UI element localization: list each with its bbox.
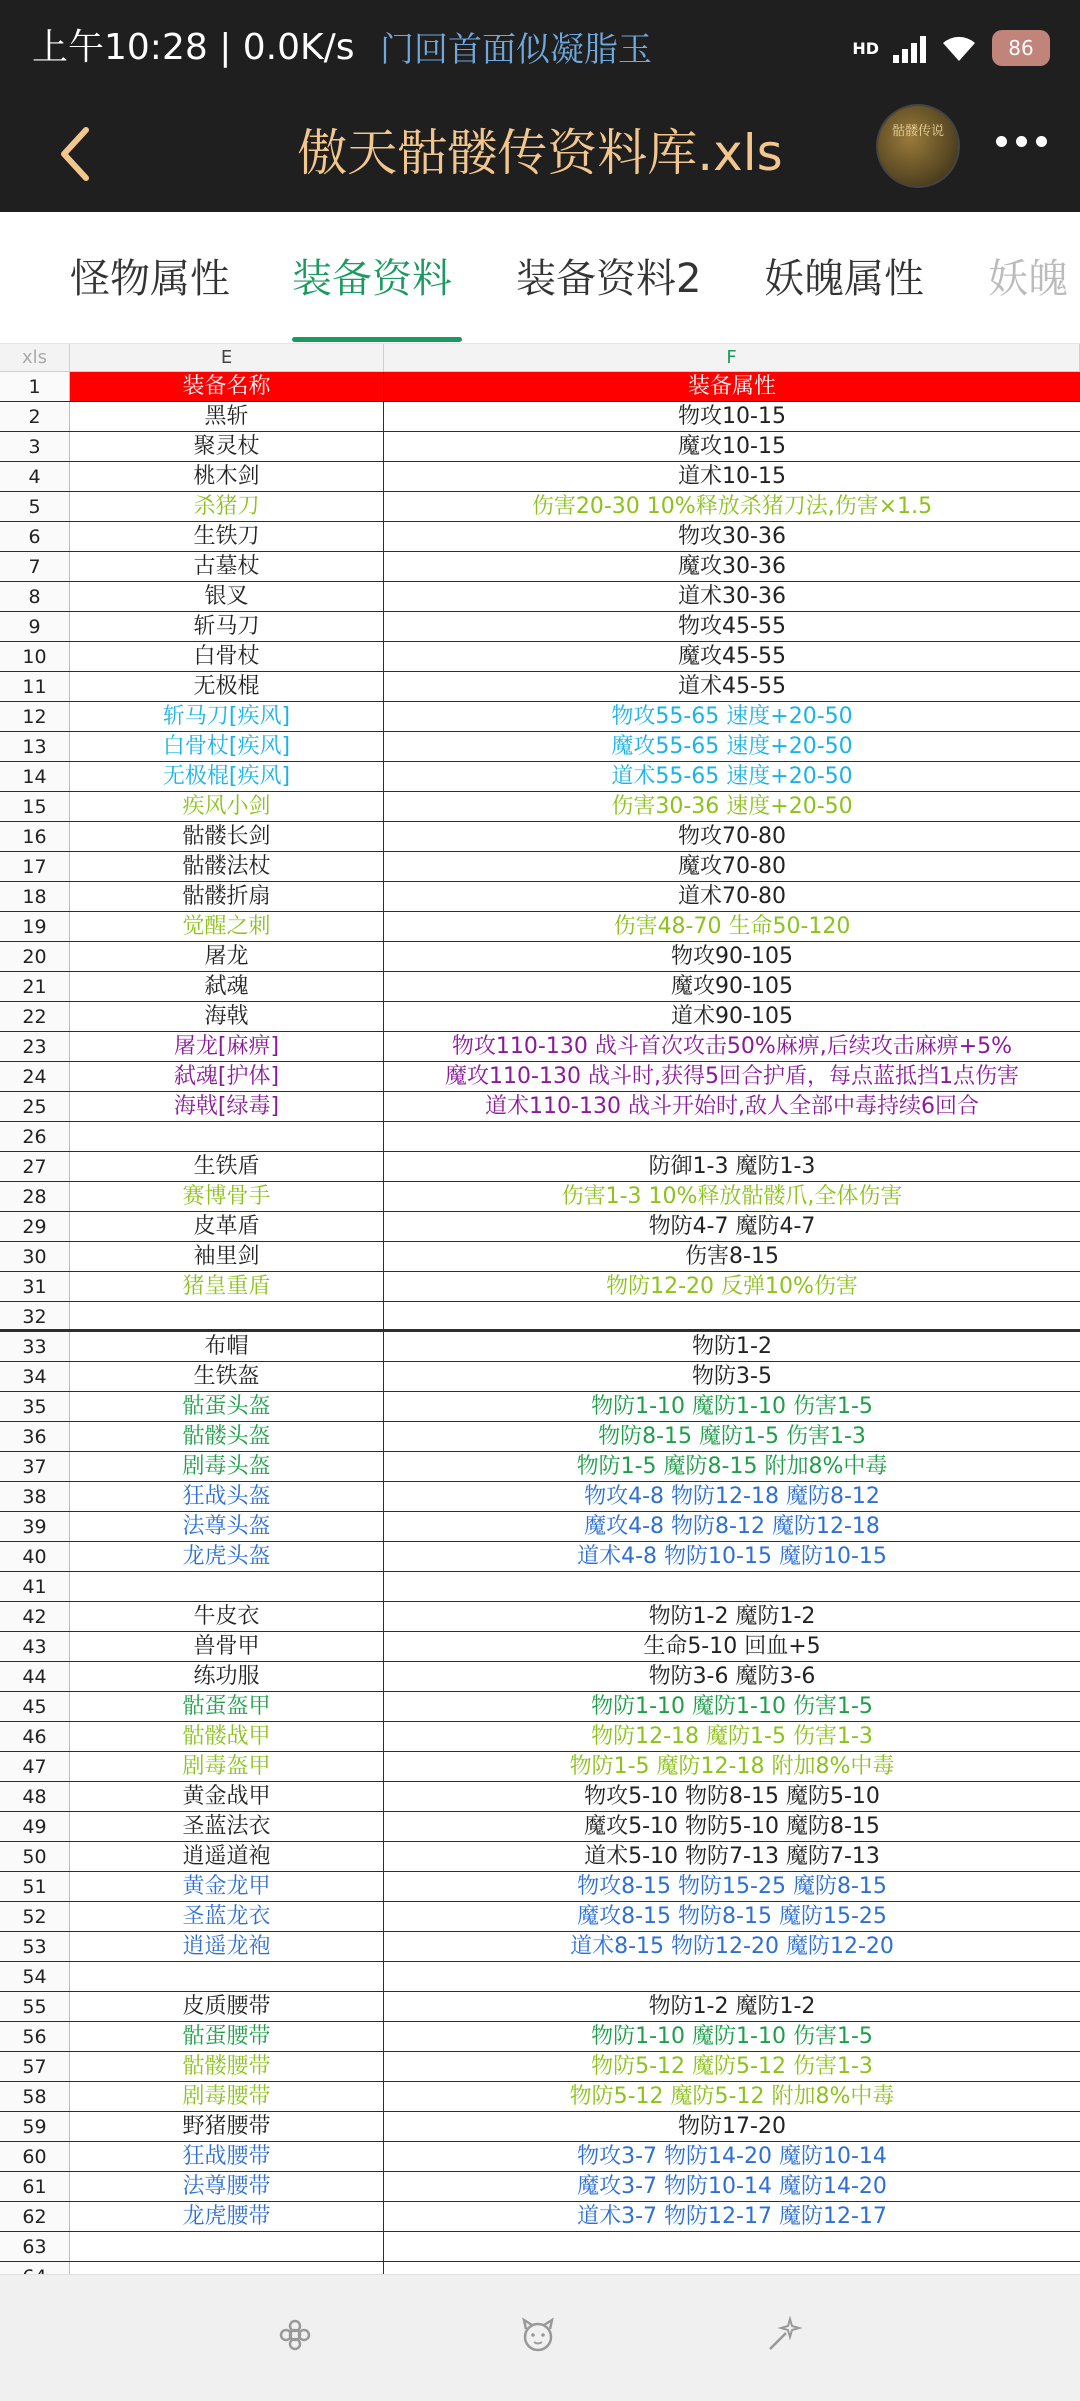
equipment-attribute-cell[interactable]: 伤害1-3 10%释放骷髅爪,全体伤害 <box>561 1184 903 1209</box>
table-row <box>0 1422 1080 1452</box>
table-row <box>0 1332 1080 1362</box>
table-row <box>0 1272 1080 1302</box>
table-row <box>0 1812 1080 1842</box>
equipment-attribute-cell[interactable]: 物攻55-65 速度+20-50 <box>611 704 853 729</box>
equipment-name-cell[interactable] <box>70 1572 384 1601</box>
equipment-name-cell[interactable]: 皮质腰带 <box>70 1992 384 2021</box>
equipment-name-cell[interactable]: 练功服 <box>70 1662 384 1691</box>
table-row <box>0 2142 1080 2172</box>
equipment-attribute-cell[interactable]: 物攻10-15 <box>678 404 786 429</box>
row-number[interactable]: 40 <box>0 1542 70 1571</box>
equipment-attribute-cell[interactable]: 物防1-5 魔防8-15 附加8%中毒 <box>576 1454 888 1479</box>
equipment-name-cell[interactable]: 龙虎腰带 <box>70 2202 384 2231</box>
equipment-name-cell[interactable]: 觉醒之刺 <box>70 912 384 941</box>
equipment-attribute-cell[interactable]: 道术110-130 战斗开始时,敌人全部中毒持续6回合 <box>485 1094 979 1119</box>
column-header-f[interactable]: F <box>384 344 1080 372</box>
row-number[interactable]: 42 <box>0 1602 70 1631</box>
table-row <box>0 882 1080 912</box>
equipment-name-cell[interactable]: 布帽 <box>70 1332 384 1361</box>
equipment-name-cell[interactable]: 狂战腰带 <box>70 2142 384 2171</box>
equipment-name-cell[interactable]: 聚灵杖 <box>70 432 384 461</box>
equipment-name-cell[interactable]: 斩马刀[疾风] <box>70 702 384 731</box>
equipment-attribute-cell[interactable]: 道术55-65 速度+20-50 <box>611 764 853 789</box>
table-row <box>0 1242 1080 1272</box>
table-row <box>0 2232 1080 2262</box>
table-row <box>0 1002 1080 1032</box>
row-number[interactable]: 21 <box>0 972 70 1001</box>
equipment-attribute-cell[interactable]: 物防1-10 魔防1-10 伤害1-5 <box>591 1394 873 1419</box>
equipment-name-cell[interactable]: 骷髅战甲 <box>70 1722 384 1751</box>
table-row <box>0 1032 1080 1062</box>
row-number[interactable]: 33 <box>0 1332 70 1361</box>
equipment-name-cell[interactable]: 黑斩 <box>70 402 384 431</box>
equipment-name-cell[interactable]: 牛皮衣 <box>70 1602 384 1631</box>
table-row <box>0 1722 1080 1752</box>
equipment-attribute-cell[interactable] <box>384 1302 1080 1329</box>
equipment-attribute-cell[interactable]: 道术70-80 <box>678 884 786 909</box>
battery-icon: 86 <box>992 30 1050 66</box>
row-number[interactable]: 38 <box>0 1482 70 1511</box>
row-number[interactable]: 28 <box>0 1182 70 1211</box>
equipment-attribute-cell[interactable]: 物防1-2 魔防1-2 <box>648 1994 816 2019</box>
status-time: 上午10:28 | 0.0K/s <box>32 27 355 68</box>
equipment-name-cell[interactable]: 生铁盾 <box>70 1152 384 1181</box>
row-number[interactable]: 7 <box>0 552 70 581</box>
title-bar <box>0 96 1080 212</box>
row-number[interactable]: 53 <box>0 1932 70 1961</box>
row-number[interactable]: 12 <box>0 702 70 731</box>
table-row <box>0 1212 1080 1242</box>
more-icon[interactable] <box>996 136 1047 147</box>
table-row <box>0 1632 1080 1662</box>
row-number[interactable]: 1 <box>0 372 70 401</box>
equipment-name-cell[interactable]: 骷蛋盔甲 <box>70 1692 384 1721</box>
equipment-attribute-cell[interactable]: 物防1-5 魔防12-18 附加8%中毒 <box>569 1754 895 1779</box>
table-row <box>0 492 1080 522</box>
equipment-attribute-cell[interactable]: 道术3-7 物防12-17 魔防12-17 <box>577 2204 887 2229</box>
equipment-attribute-cell[interactable]: 魔攻5-10 物防5-10 魔防8-15 <box>584 1814 880 1839</box>
row-number[interactable]: 5 <box>0 492 70 521</box>
equipment-name-cell[interactable]: 袖里剑 <box>70 1242 384 1271</box>
row-number[interactable]: 15 <box>0 792 70 821</box>
row-number[interactable]: 24 <box>0 1062 70 1091</box>
status-bar <box>0 0 1080 96</box>
equipment-attribute-cell[interactable]: 魔攻45-55 <box>678 644 786 669</box>
equipment-name-cell[interactable] <box>70 1122 384 1151</box>
table-row <box>0 1872 1080 1902</box>
equipment-name-cell[interactable]: 白骨杖 <box>70 642 384 671</box>
equipment-name-cell[interactable]: 桃木剑 <box>70 462 384 491</box>
equipment-name-cell[interactable]: 装备名称 <box>70 372 384 401</box>
network-type: HD <box>852 38 879 58</box>
row-number[interactable]: 57 <box>0 2052 70 2081</box>
equipment-attribute-cell[interactable]: 物防12-20 反弹10%伤害 <box>606 1274 858 1299</box>
table-row <box>0 1662 1080 1692</box>
equipment-name-cell[interactable]: 银叉 <box>70 582 384 611</box>
equipment-name-cell[interactable] <box>70 1302 384 1329</box>
signal-icon <box>893 33 926 63</box>
equipment-attribute-cell[interactable]: 伤害48-70 生命50-120 <box>613 914 851 939</box>
row-number[interactable]: 31 <box>0 1272 70 1301</box>
equipment-attribute-cell[interactable]: 物防1-2 <box>692 1334 772 1359</box>
equipment-name-cell[interactable]: 骷髅折扇 <box>70 882 384 911</box>
row-number[interactable]: 41 <box>0 1572 70 1601</box>
row-number[interactable]: 6 <box>0 522 70 551</box>
row-number[interactable]: 55 <box>0 1992 70 2021</box>
equipment-name-cell[interactable]: 狂战头盔 <box>70 1482 384 1511</box>
equipment-attribute-cell[interactable]: 生命5-10 回血+5 <box>643 1634 821 1659</box>
equipment-name-cell[interactable]: 杀猪刀 <box>70 492 384 521</box>
equipment-attribute-cell[interactable]: 物防12-18 魔防1-5 伤害1-3 <box>591 1724 873 1749</box>
row-number[interactable]: 48 <box>0 1782 70 1811</box>
table-row <box>0 2112 1080 2142</box>
flower-icon[interactable] <box>275 2315 315 2355</box>
sheet-tabs <box>0 212 1080 344</box>
table-row <box>0 1992 1080 2022</box>
table-row <box>0 1902 1080 1932</box>
equipment-name-cell[interactable]: 兽骨甲 <box>70 1632 384 1661</box>
equipment-name-cell[interactable]: 海戟[绿毒] <box>70 1092 384 1121</box>
equipment-name-cell[interactable]: 生铁盔 <box>70 1362 384 1391</box>
equipment-name-cell[interactable]: 圣蓝法衣 <box>70 1812 384 1841</box>
equipment-attribute-cell[interactable]: 物防1-2 魔防1-2 <box>648 1604 816 1629</box>
equipment-attribute-cell[interactable]: 物攻70-80 <box>678 824 786 849</box>
equipment-attribute-cell[interactable]: 物防1-10 魔防1-10 伤害1-5 <box>591 1694 873 1719</box>
table-row <box>0 1602 1080 1632</box>
equipment-name-cell[interactable]: 皮革盾 <box>70 1212 384 1241</box>
row-number[interactable]: 23 <box>0 1032 70 1061</box>
equipment-attribute-cell[interactable]: 伤害30-36 速度+20-50 <box>611 794 853 819</box>
table-row <box>0 822 1080 852</box>
row-number[interactable]: 20 <box>0 942 70 971</box>
table-row <box>0 2052 1080 2082</box>
equipment-name-cell[interactable]: 猪皇重盾 <box>70 1272 384 1301</box>
row-number[interactable]: 11 <box>0 672 70 701</box>
row-number[interactable]: 22 <box>0 1002 70 1031</box>
table-row <box>0 762 1080 792</box>
equipment-attribute-cell[interactable]: 物防1-10 魔防1-10 伤害1-5 <box>591 2024 873 2049</box>
row-number[interactable]: 54 <box>0 1962 70 1991</box>
table-row <box>0 1572 1080 1602</box>
table-row <box>0 1122 1080 1152</box>
row-number[interactable]: 49 <box>0 1812 70 1841</box>
equipment-attribute-cell[interactable]: 物防3-6 魔防3-6 <box>648 1664 816 1689</box>
table-row <box>0 852 1080 882</box>
app-avatar[interactable] <box>876 104 960 188</box>
table-row <box>0 2202 1080 2232</box>
active-tab-indicator <box>292 337 462 342</box>
row-number[interactable]: 25 <box>0 1092 70 1121</box>
tab-monster-attributes[interactable]: 怪物属性 <box>70 256 230 302</box>
table-row <box>0 1482 1080 1512</box>
equipment-name-cell[interactable]: 黄金龙甲 <box>70 1872 384 1901</box>
row-number[interactable]: 30 <box>0 1242 70 1271</box>
document-title: 傲天骷髅传资料库.xls <box>297 124 783 182</box>
equipment-attribute-cell[interactable]: 物攻110-130 战斗首次攻击50%麻痹,后续攻击麻痹+5% <box>451 1034 1013 1059</box>
table-row <box>0 1302 1080 1332</box>
row-number[interactable]: 36 <box>0 1422 70 1451</box>
equipment-name-cell[interactable]: 法尊头盔 <box>70 1512 384 1541</box>
equipment-name-cell[interactable]: 海戟 <box>70 1002 384 1031</box>
equipment-name-cell[interactable]: 圣蓝龙衣 <box>70 1902 384 1931</box>
tab-demon-soul[interactable]: 妖魄 <box>988 256 1068 302</box>
table-row <box>0 2082 1080 2112</box>
row-number[interactable]: 19 <box>0 912 70 941</box>
table-row <box>0 402 1080 432</box>
equipment-name-cell[interactable]: 骷蛋头盔 <box>70 1392 384 1421</box>
table-row <box>0 642 1080 672</box>
equipment-attribute-cell[interactable]: 道术10-15 <box>678 464 786 489</box>
spreadsheet[interactable] <box>0 344 1080 2274</box>
equipment-attribute-cell[interactable]: 魔攻10-15 <box>678 434 786 459</box>
row-number[interactable]: 26 <box>0 1122 70 1151</box>
table-row <box>0 1062 1080 1092</box>
row-number[interactable]: 50 <box>0 1842 70 1871</box>
table-row <box>0 2172 1080 2202</box>
table-row <box>0 1392 1080 1422</box>
equipment-attribute-cell[interactable]: 物攻45-55 <box>678 614 786 639</box>
column-header-row <box>0 344 1080 372</box>
equipment-attribute-cell[interactable]: 物防3-5 <box>692 1364 772 1389</box>
row-number[interactable]: 18 <box>0 882 70 911</box>
row-number[interactable]: 29 <box>0 1212 70 1241</box>
equipment-attribute-cell[interactable]: 道术30-36 <box>678 584 786 609</box>
row-number[interactable]: 16 <box>0 822 70 851</box>
table-row <box>0 522 1080 552</box>
equipment-attribute-cell[interactable]: 道术5-10 物防7-13 魔防7-13 <box>584 1844 880 1869</box>
sheet-rows <box>0 372 1080 2292</box>
bottom-toolbar <box>0 2274 1080 2401</box>
table-row <box>0 912 1080 942</box>
row-number[interactable]: 43 <box>0 1632 70 1661</box>
avatar-label: 骷髅传说 <box>891 124 944 139</box>
equipment-attribute-cell[interactable]: 魔攻4-8 物防8-12 魔防12-18 <box>584 1514 880 1539</box>
equipment-name-cell[interactable] <box>70 2232 384 2261</box>
table-row <box>0 1092 1080 1122</box>
equipment-attribute-cell[interactable]: 物攻3-7 物防14-20 魔防10-14 <box>577 2144 887 2169</box>
table-row <box>0 1962 1080 1992</box>
row-number[interactable]: 3 <box>0 432 70 461</box>
row-number[interactable]: 60 <box>0 2142 70 2171</box>
table-row <box>0 1182 1080 1212</box>
equipment-name-cell[interactable]: 剧毒盔甲 <box>70 1752 384 1781</box>
equipment-attribute-cell[interactable]: 防御1-3 魔防1-3 <box>648 1154 816 1179</box>
equipment-name-cell[interactable]: 剧毒腰带 <box>70 2082 384 2111</box>
table-row <box>0 972 1080 1002</box>
equipment-attribute-cell[interactable]: 物防4-7 魔防4-7 <box>648 1214 816 1239</box>
equipment-attribute-cell[interactable] <box>384 1962 1080 1991</box>
row-number[interactable]: 59 <box>0 2112 70 2141</box>
table-row <box>0 1752 1080 1782</box>
row-number[interactable]: 8 <box>0 582 70 611</box>
equipment-name-cell[interactable]: 骷蛋腰带 <box>70 2022 384 2051</box>
equipment-name-cell[interactable]: 野猪腰带 <box>70 2112 384 2141</box>
equipment-name-cell[interactable]: 骷髅长剑 <box>70 822 384 851</box>
equipment-name-cell[interactable]: 屠龙[麻痹] <box>70 1032 384 1061</box>
equipment-attribute-cell[interactable] <box>384 2232 1080 2261</box>
table-row <box>0 582 1080 612</box>
equipment-name-cell[interactable]: 生铁刀 <box>70 522 384 551</box>
row-number[interactable]: 17 <box>0 852 70 881</box>
equipment-attribute-cell[interactable]: 魔攻30-36 <box>678 554 786 579</box>
table-row <box>0 672 1080 702</box>
row-number[interactable]: 4 <box>0 462 70 491</box>
row-number[interactable]: 45 <box>0 1692 70 1721</box>
row-number[interactable]: 39 <box>0 1512 70 1541</box>
equipment-attribute-cell[interactable]: 道术4-8 物防10-15 魔防10-15 <box>577 1544 887 1569</box>
wifi-icon <box>940 33 978 63</box>
corner-cell: xls <box>0 344 70 372</box>
status-right <box>852 24 1050 72</box>
equipment-attribute-cell[interactable]: 物攻5-10 物防8-15 魔防5-10 <box>584 1784 880 1809</box>
row-number[interactable]: 63 <box>0 2232 70 2261</box>
table-row <box>0 1542 1080 1572</box>
equipment-attribute-cell[interactable]: 魔攻70-80 <box>678 854 786 879</box>
table-row <box>0 432 1080 462</box>
row-number[interactable]: 52 <box>0 1902 70 1931</box>
table-row <box>0 552 1080 582</box>
equipment-name-cell[interactable]: 疾风小剑 <box>70 792 384 821</box>
table-row <box>0 1152 1080 1182</box>
table-row <box>0 1782 1080 1812</box>
row-number[interactable]: 51 <box>0 1872 70 1901</box>
equipment-name-cell[interactable]: 斩马刀 <box>70 612 384 641</box>
equipment-attribute-cell[interactable]: 物攻4-8 物防12-18 魔防8-12 <box>584 1484 880 1509</box>
equipment-attribute-cell[interactable]: 魔攻3-7 物防10-14 魔防14-20 <box>577 2174 887 2199</box>
equipment-name-cell[interactable]: 法尊腰带 <box>70 2172 384 2201</box>
table-row <box>0 1362 1080 1392</box>
row-number[interactable]: 32 <box>0 1302 70 1329</box>
table-row <box>0 2022 1080 2052</box>
equipment-name-cell[interactable]: 逍遥龙袍 <box>70 1932 384 1961</box>
column-header-e[interactable]: E <box>70 344 384 372</box>
tab-demon-soul-attributes[interactable]: 妖魄属性 <box>764 256 924 302</box>
table-row <box>0 1932 1080 1962</box>
equipment-name-cell[interactable]: 弑魂 <box>70 972 384 1001</box>
row-number[interactable]: 58 <box>0 2082 70 2111</box>
equipment-name-cell[interactable]: 黄金战甲 <box>70 1782 384 1811</box>
equipment-name-cell[interactable]: 屠龙 <box>70 942 384 971</box>
row-number[interactable]: 27 <box>0 1152 70 1181</box>
equipment-name-cell[interactable] <box>70 1962 384 1991</box>
equipment-name-cell[interactable]: 弑魂[护体] <box>70 1062 384 1091</box>
sparkle-pen-icon[interactable] <box>762 2315 802 2355</box>
equipment-name-cell[interactable]: 骷髅头盔 <box>70 1422 384 1451</box>
equipment-attribute-cell[interactable]: 物防8-15 魔防1-5 伤害1-3 <box>598 1424 866 1449</box>
row-number[interactable]: 35 <box>0 1392 70 1421</box>
equipment-attribute-cell[interactable]: 道术45-55 <box>678 674 786 699</box>
tab-equipment-data-2[interactable]: 装备资料2 <box>516 256 702 302</box>
equipment-name-cell[interactable]: 逍遥道袍 <box>70 1842 384 1871</box>
row-number[interactable]: 34 <box>0 1362 70 1391</box>
equipment-attribute-cell[interactable]: 道术8-15 物防12-20 魔防12-20 <box>570 1934 894 1959</box>
equipment-name-cell[interactable]: 古墓杖 <box>70 552 384 581</box>
equipment-name-cell[interactable]: 骷髅法杖 <box>70 852 384 881</box>
equipment-attribute-cell[interactable]: 物攻90-105 <box>671 944 793 969</box>
table-row <box>0 372 1080 402</box>
row-number[interactable]: 14 <box>0 762 70 791</box>
row-number[interactable]: 9 <box>0 612 70 641</box>
equipment-name-cell[interactable]: 赛博骨手 <box>70 1182 384 1211</box>
equipment-name-cell[interactable]: 龙虎头盔 <box>70 1542 384 1571</box>
table-row <box>0 1452 1080 1482</box>
table-row <box>0 1842 1080 1872</box>
row-number[interactable]: 47 <box>0 1752 70 1781</box>
equipment-attribute-cell[interactable]: 道术90-105 <box>671 1004 793 1029</box>
row-number[interactable]: 2 <box>0 402 70 431</box>
dog-face-icon[interactable] <box>518 2315 558 2355</box>
equipment-attribute-cell[interactable] <box>384 1122 1080 1151</box>
equipment-attribute-cell[interactable]: 魔攻90-105 <box>671 974 793 999</box>
table-row <box>0 942 1080 972</box>
equipment-attribute-cell[interactable]: 物攻8-15 物防15-25 魔防8-15 <box>577 1874 887 1899</box>
equipment-name-cell[interactable]: 骷髅腰带 <box>70 2052 384 2081</box>
row-number[interactable]: 46 <box>0 1722 70 1751</box>
tab-equipment-data[interactable]: 装备资料 <box>292 256 452 302</box>
equipment-attribute-cell[interactable]: 伤害20-30 10%释放杀猪刀法,伤害×1.5 <box>531 494 933 519</box>
row-number[interactable]: 62 <box>0 2202 70 2231</box>
equipment-name-cell[interactable]: 无极棍[疾风] <box>70 762 384 791</box>
equipment-attribute-cell[interactable]: 物攻30-36 <box>678 524 786 549</box>
equipment-name-cell[interactable]: 白骨杖[疾风] <box>70 732 384 761</box>
equipment-attribute-cell[interactable]: 魔攻55-65 速度+20-50 <box>611 734 853 759</box>
equipment-attribute-cell[interactable]: 物防17-20 <box>678 2114 786 2139</box>
table-row <box>0 612 1080 642</box>
equipment-attribute-cell[interactable]: 魔攻110-130 战斗时,获得5回合护盾，每点蓝抵挡1点伤害 <box>445 1064 1019 1089</box>
equipment-attribute-cell[interactable]: 装备属性 <box>384 372 1080 401</box>
row-number[interactable]: 44 <box>0 1662 70 1691</box>
equipment-attribute-cell[interactable]: 魔攻8-15 物防8-15 魔防15-25 <box>577 1904 887 1929</box>
equipment-attribute-cell[interactable]: 物防5-12 魔防5-12 附加8%中毒 <box>569 2084 895 2109</box>
status-marquee: 门回首面似凝脂玉 <box>380 30 652 70</box>
table-row <box>0 732 1080 762</box>
row-number[interactable]: 37 <box>0 1452 70 1481</box>
table-row <box>0 1512 1080 1542</box>
table-row <box>0 462 1080 492</box>
equipment-attribute-cell[interactable]: 物防5-12 魔防5-12 伤害1-3 <box>591 2054 873 2079</box>
equipment-name-cell[interactable]: 剧毒头盔 <box>70 1452 384 1481</box>
table-row <box>0 1692 1080 1722</box>
equipment-attribute-cell[interactable]: 伤害8-15 <box>685 1244 779 1269</box>
table-row <box>0 702 1080 732</box>
row-number[interactable]: 56 <box>0 2022 70 2051</box>
row-number[interactable]: 13 <box>0 732 70 761</box>
equipment-attribute-cell[interactable] <box>384 1572 1080 1601</box>
equipment-name-cell[interactable]: 无极棍 <box>70 672 384 701</box>
row-number[interactable]: 61 <box>0 2172 70 2201</box>
row-number[interactable]: 10 <box>0 642 70 671</box>
table-row <box>0 792 1080 822</box>
